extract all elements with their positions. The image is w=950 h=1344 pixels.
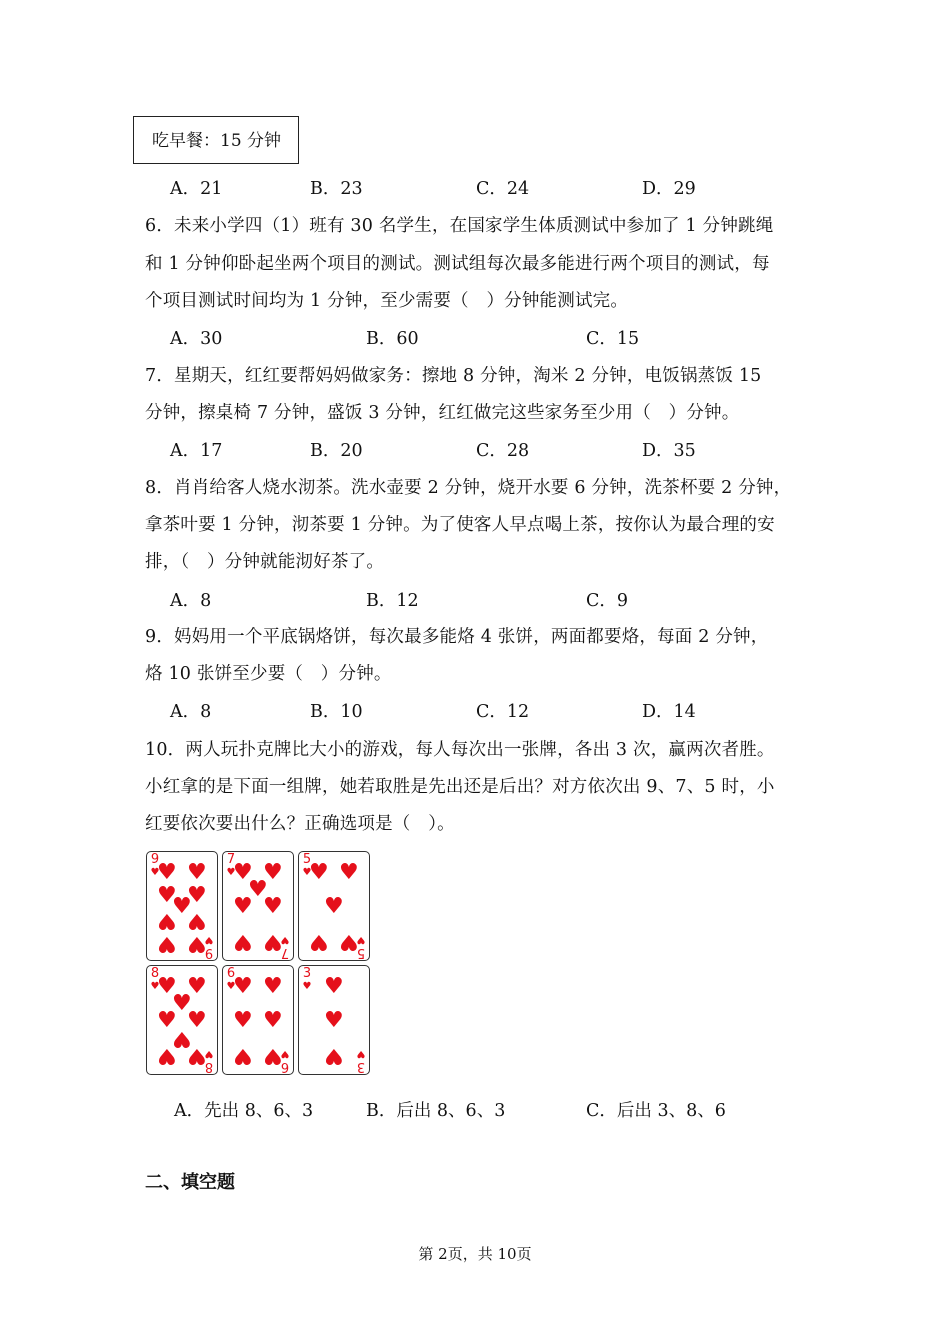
heart-pip-icon: ♥ [339,929,359,954]
heart-pip-icon: ♥ [172,991,192,1016]
heart-pip-icon: ♥ [233,1043,253,1068]
q7-option-c[interactable]: C．28 [476,441,530,461]
heart-pip-icon: ♥ [339,860,359,885]
q9-option-d[interactable]: D．14 [642,702,696,722]
card-rank: 5 [302,852,312,867]
heart-pip-icon: ♥ [187,908,207,933]
q6-option-b[interactable]: B．60 [366,329,419,349]
q6-text-line-1: 6．未来小学四（1）班有 30 名学生，在国家学生体质测试中参加了 1 分钟跳绳 [145,216,774,236]
q9-text-line-2: 烙 10 张饼至少要（ ）分钟。 [145,664,392,684]
heart-pip-icon: ♥ [263,894,283,919]
heart-pip-icon: ♥ [263,860,283,885]
heart-pip-icon: ♥ [187,974,207,999]
heart-pip-icon: ♥ [233,894,253,919]
q10-option-a[interactable]: A．先出 8、6、3 [174,1101,314,1121]
q8-option-c[interactable]: C．9 [586,591,629,611]
q7-option-a[interactable]: A．17 [170,441,223,461]
q5-option-b[interactable]: B．23 [310,179,363,199]
card-rank-label [355,1047,367,1073]
heart-pip-icon: ♥ [233,1008,253,1033]
heart-pip-icon: ♥ [263,974,283,999]
card-rank: 6 [280,1059,290,1074]
heart-icon: ♥ [302,867,312,878]
heart-icon: ♥ [150,981,160,992]
q5-option-a[interactable]: A．21 [170,179,223,199]
q10-option-b[interactable]: B．后出 8、6、3 [366,1101,506,1121]
q10-text-line-2: 小红拿的是下面一组牌，她若取胜是先出还是后出？对方依次出 9、7、5 时，小 [145,777,775,797]
card-rank: 9 [150,852,160,867]
q8-option-a[interactable]: A．8 [170,591,212,611]
card-rank: 6 [226,966,236,981]
heart-icon: ♥ [226,867,236,878]
heart-pip-icon: ♥ [187,860,207,885]
q7-option-d[interactable]: D．35 [642,441,696,461]
q9-option-b[interactable]: B．10 [310,702,363,722]
heart-pip-icon: ♥ [187,883,207,908]
heart-pip-icon: ♥ [263,929,283,954]
heart-pip-icon: ♥ [263,1008,283,1033]
q8-text-line-2: 拿茶叶要 1 分钟，沏茶要 1 分钟。为了使客人早点喝上茶，按你认为最合理的安 [145,515,775,535]
q6-text-line-2: 和 1 分钟仰卧起坐两个项目的测试。测试组每次最多能进行两个项目的测试，每 [145,254,770,274]
heart-icon: ♥ [204,934,214,945]
q9-text-line-1: 9．妈妈用一个平底锅烙饼，每次最多能烙 4 张饼，两面都要烙，每面 2 分钟， [145,627,769,647]
heart-pip-icon: ♥ [157,860,177,885]
heart-pip-icon: ♥ [324,1043,344,1068]
heart-pip-icon: ♥ [187,931,207,956]
heart-icon: ♥ [356,934,366,945]
heart-pip-icon: ♥ [233,974,253,999]
heart-pip-icon: ♥ [309,860,329,885]
q10-option-c[interactable]: C．后出 3、8、6 [586,1101,726,1121]
playing-card-9 [146,851,218,961]
heart-pip-icon: ♥ [172,894,192,919]
card-rank: 3 [302,966,312,981]
q5-option-c[interactable]: C．24 [476,179,530,199]
heart-pip-icon: ♥ [233,929,253,954]
q9-option-a[interactable]: A．8 [170,702,212,722]
q7-text-line-2: 分钟，擦桌椅 7 分钟，盛饭 3 分钟，红红做完这些家务至少用（ ）分钟。 [145,403,740,423]
playing-card-8 [146,965,218,1075]
q8-text-line-3: 排，（ ）分钟就能沏好茶了。 [145,552,385,572]
heart-pip-icon: ♥ [157,908,177,933]
heart-pip-icon: ♥ [157,931,177,956]
q10-text-line-3: 红要依次要出什么？正确选项是（ ）。 [145,814,455,834]
heart-icon: ♥ [356,1048,366,1059]
card-rank: 8 [204,1059,214,1074]
q6-option-c[interactable]: C．15 [586,329,640,349]
heart-icon: ♥ [204,1048,214,1059]
heart-pip-icon: ♥ [248,877,268,902]
playing-card-5 [298,851,370,961]
breakfast-time-box: 吃早餐：15 分钟 [133,116,299,164]
q10-text-line-1: 10．两人玩扑克牌比大小的游戏，每人每次出一张牌，各出 3 次，赢两次者胜。 [145,740,775,760]
heart-pip-icon: ♥ [187,1008,207,1033]
playing-card-6 [222,965,294,1075]
q6-text-line-3: 个项目测试时间均为 1 分钟，至少需要（ ）分钟能测试完。 [145,291,629,311]
q5-option-d[interactable]: D．29 [642,179,696,199]
heart-icon: ♥ [302,981,312,992]
heart-pip-icon: ♥ [324,974,344,999]
q8-text-line-1: 8．肖肖给客人烧水沏茶。洗水壶要 2 分钟，烧开水要 6 分钟，洗茶杯要 2 分钟， [145,478,792,498]
card-rank: 9 [204,945,214,960]
card-rank: 7 [226,852,236,867]
q6-option-a[interactable]: A．30 [170,329,223,349]
card-rank: 8 [150,966,160,981]
heart-pip-icon: ♥ [263,1043,283,1068]
q7-text-line-1: 7．星期天，红红要帮妈妈做家务：擦地 8 分钟，淘米 2 分钟，电饭锅蒸饭 15 [145,366,762,386]
heart-pip-icon: ♥ [157,1008,177,1033]
heart-icon: ♥ [280,934,290,945]
heart-icon: ♥ [150,867,160,878]
card-rank: 5 [356,945,366,960]
heart-pip-icon: ♥ [172,1026,192,1051]
heart-pip-icon: ♥ [309,929,329,954]
heart-pip-icon: ♥ [157,974,177,999]
heart-pip-icon: ♥ [324,894,344,919]
heart-pip-icon: ♥ [233,860,253,885]
q8-option-b[interactable]: B．12 [366,591,419,611]
page-footer: 第 2页，共 10页 [418,1245,532,1263]
heart-icon: ♥ [226,981,236,992]
playing-card-7 [222,851,294,961]
heart-pip-icon: ♥ [324,1008,344,1033]
playing-cards-figure [146,851,376,1077]
q9-option-c[interactable]: C．12 [476,702,530,722]
playing-card-3 [298,965,370,1075]
card-rank: 3 [356,1059,366,1074]
card-rank-label [301,967,313,993]
heart-pip-icon: ♥ [157,883,177,908]
heart-icon: ♥ [280,1048,290,1059]
q7-option-b[interactable]: B．20 [310,441,363,461]
section-title-fill-blanks: 二、填空题 [145,1172,235,1193]
card-rank: 7 [280,945,290,960]
heart-pip-icon: ♥ [157,1043,177,1068]
heart-pip-icon: ♥ [187,1043,207,1068]
